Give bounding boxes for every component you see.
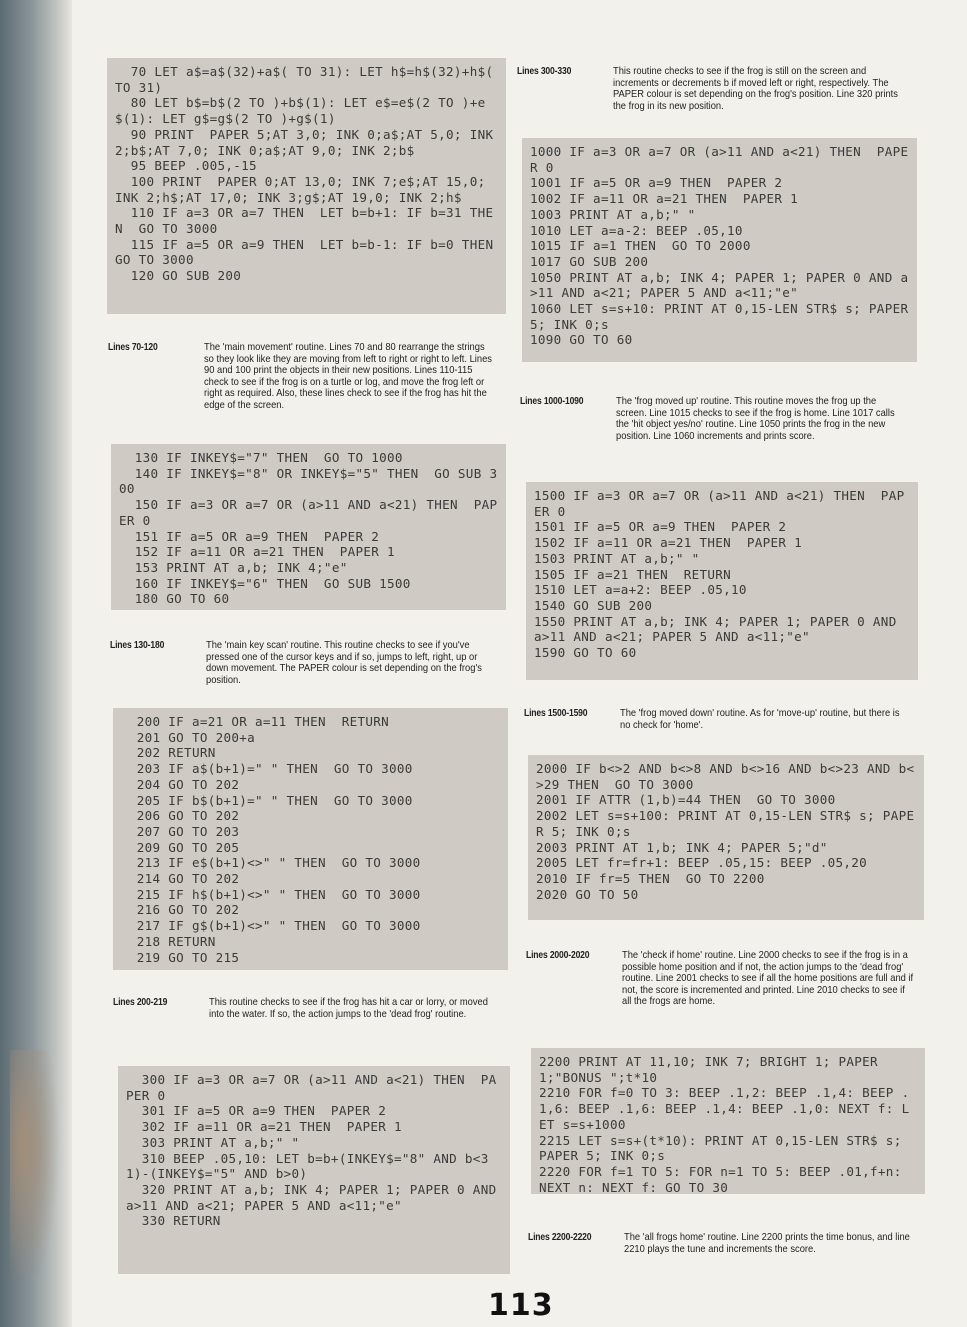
code-line: 70 LET a$=a$(32)+a$( TO 31): LET h$=h$(32)+h$( TO 31) [115, 64, 502, 95]
code-line: 153 PRINT AT a,b; INK 4;"e" [119, 559, 348, 575]
code-line: 140 IF INKEY$="8" OR INKEY$="5" THEN GO SUB 300 [119, 465, 498, 497]
annotation-line-range: Lines 2200-2220 [528, 1232, 592, 1243]
code-line: 115 IF a=5 OR a=9 THEN LET b=b-1: IF b=0 THEN GO TO 3000 [115, 236, 510, 268]
code-line: 1017 GO SUB 200 [530, 253, 649, 269]
code-line: 202 RETURN [121, 745, 216, 761]
code-line: 160 IF INKEY$="6" THEN GO SUB 1500 [119, 575, 411, 591]
code-line: 1502 IF a=11 OR a=21 THEN PAPER 1 [534, 535, 802, 551]
code-line: 152 IF a=11 OR a=21 THEN PAPER 1 [119, 544, 395, 560]
code-line: 1010 LET a=a-2: BEEP .05,10 [530, 222, 743, 238]
code-line: 302 IF a=11 OR a=21 THEN PAPER 1 [126, 1119, 402, 1135]
code-listing-300 [118, 1066, 510, 1274]
code-line: 1500 IF a=3 OR a=7 OR (a>11 AND a<21) THEN PAPER 0 [534, 488, 905, 519]
code-line: 218 RETURN [121, 933, 216, 949]
code-line: 2210 FOR f=0 TO 3: BEEP .1,2: BEEP .1,4: BEEP .1,6: BEEP .1,6: BEEP .1,4: BEEP .1,0: NEXT f: LET s=s+1000 [539, 1085, 910, 1132]
code-line: 1090 GO TO 60 [530, 332, 633, 348]
code-line: 1590 GO TO 60 [534, 645, 637, 661]
annotation-1500 [524, 708, 909, 788]
annotation-text: The 'check if home' routine. Line 2000 checks to see if the frog is in a possible home position and if not, the action jumps to the 'dead frog' routine. Line 2001 checks to see if all the home positions are full and if not, the score is incremented and printed. Line 2010 checks to see if all the frogs are home. [622, 950, 914, 1008]
code-line: 90 PRINT PAPER 5;AT 3,0; INK 0;a$;AT 5,0; INK 2;b$;AT 7,0; INK 0;a$;AT 9,0; INK 2;b$ [115, 126, 502, 158]
annotation-text: The 'frog moved down' routine. As for 'move-up' routine, but there is no check for 'home'. [620, 708, 900, 731]
code-line: 151 IF a=5 OR a=9 THEN PAPER 2 [119, 528, 380, 544]
code-listing-1500 [526, 482, 918, 680]
code-line: 1015 IF a=1 THEN GO TO 2000 [530, 238, 751, 254]
code-line: 130 IF INKEY$="7" THEN GO TO 1000 [119, 450, 403, 465]
code-line: 2001 IF ATTR (1,b)=44 THEN GO TO 3000 [536, 792, 836, 808]
code-line: 207 GO TO 203 [121, 823, 240, 839]
annotation-2200 [528, 1232, 920, 1312]
annotation-1000 [520, 396, 905, 476]
code-line: 204 GO TO 202 [121, 776, 240, 792]
code-line: 1550 PRINT AT a,b; INK 4; PAPER 1; PAPER 0 AND a>11 AND a<21; PAPER 5 AND a<11;"e" [534, 613, 905, 645]
code-line: 219 GO TO 215 [121, 949, 240, 965]
code-line: 1003 PRINT AT a,b;" " [530, 206, 696, 222]
annotation-line-range: Lines 300-330 [517, 66, 572, 77]
code-line: 80 LET b$=b$(2 TO )+b$(1): LET e$=e$(2 TO )+e$(1): LET g$=g$(2 TO )+g$(1) [115, 95, 486, 127]
annotation-text: The 'main movement' routine. Lines 70 and 80 rearrange the strings so they look like they are moving from left to right or right to left. Lines 90 and 100 print the objects in their new positions. Lines 110-115 check to see if the frog is on a turtle or log, and move the frog left or right as required. Also, these lines check to see if the frog has hit the edge of the screen. [204, 342, 492, 411]
page-edge-photo [0, 0, 72, 1327]
code-line: 2020 GO TO 50 [536, 886, 639, 902]
code-line: 206 GO TO 202 [121, 808, 240, 824]
code-line: 301 IF a=5 OR a=9 THEN PAPER 2 [126, 1103, 387, 1119]
code-line: 205 IF b$(b+1)=" " THEN GO TO 3000 [121, 792, 413, 808]
code-line: 303 PRINT AT a,b;" " [126, 1134, 300, 1150]
code-listing-2200 [531, 1048, 925, 1194]
code-line: 2220 FOR f=1 TO 5: FOR n=1 TO 5: BEEP .01,f+n: NEXT n: NEXT f: GO TO 30 [539, 1163, 910, 1195]
code-line: 150 IF a=3 OR a=7 OR (a>11 AND a<21) THEN PAPER 0 [119, 497, 498, 528]
code-line: 1000 IF a=3 OR a=7 OR (a>11 AND a<21) THEN PAPER 0 [530, 144, 909, 175]
code-line: 216 GO TO 202 [121, 902, 240, 918]
code-line: 1510 LET a=a+2: BEEP .05,10 [534, 582, 747, 598]
code-line: 320 PRINT AT a,b; INK 4; PAPER 1; PAPER 0 AND a>11 AND a<21; PAPER 5 AND a<11;"e" [126, 1181, 505, 1213]
page-number: 113 [488, 1288, 554, 1323]
code-line: 203 IF a$(b+1)=" " THEN GO TO 3000 [121, 761, 413, 777]
code-listing-1000 [522, 138, 917, 362]
annotation-line-range: Lines 70-120 [108, 342, 158, 353]
code-listing-200 [113, 708, 508, 970]
code-line: 95 BEEP .005,-15 [115, 158, 257, 174]
code-line: 209 GO TO 205 [121, 839, 240, 855]
annotation-text: The 'main key scan' routine. This routine checks to see if you've pressed one of the cursor keys and if so, jumps to left, right, up or down movement. The PAPER colour is set depending on the frog's position. [206, 640, 482, 686]
code-line: 330 RETURN [126, 1213, 221, 1229]
annotation-300 [517, 66, 902, 146]
annotation-200 [113, 997, 498, 1077]
code-line: 1002 IF a=11 OR a=21 THEN PAPER 1 [530, 191, 798, 207]
code-line: 1540 GO SUB 200 [534, 597, 653, 613]
code-line: 2003 PRINT AT 1,b; INK 4; PAPER 5;"d" [536, 839, 828, 855]
code-line: 201 GO TO 200+a [121, 729, 255, 745]
code-line: 1001 IF a=5 OR a=9 THEN PAPER 2 [530, 175, 783, 191]
code-line: 1050 PRINT AT a,b; INK 4; PAPER 1; PAPER 0 AND a>11 AND a<21; PAPER 5 AND a<11;"e" [530, 269, 909, 301]
code-line: 2000 IF b<>2 AND b<>8 AND b<>16 AND b<>23 AND b<>29 THEN GO TO 3000 [536, 761, 915, 792]
code-line: 180 GO TO 60 [119, 591, 230, 607]
code-line: 1505 IF a=21 THEN RETURN [534, 566, 732, 582]
code-line: 1060 LET s=s+10: PRINT AT 0,15-LEN STR$ s; PAPER 5; INK 0;s [530, 301, 917, 332]
code-line: 215 IF h$(b+1)<>" " THEN GO TO 3000 [121, 886, 421, 902]
code-line: 1503 PRINT AT a,b;" " [534, 550, 700, 566]
code-line: 1501 IF a=5 OR a=9 THEN PAPER 2 [534, 519, 787, 535]
annotation-line-range: Lines 2000-2020 [526, 950, 590, 961]
code-line: 2002 LET s=s+100: PRINT AT 0,15-LEN STR$ s; PAPER 5; INK 0;s [536, 808, 915, 839]
annotation-line-range: Lines 200-219 [113, 997, 168, 1008]
annotation-text: The 'all frogs home' routine. Line 2200 prints the time bonus, and line 2210 plays the tune and increments the score. [624, 1232, 910, 1255]
code-line: 120 GO SUB 200 [115, 268, 242, 284]
code-line: 2010 IF fr=5 THEN GO TO 2200 [536, 870, 765, 886]
code-line: 200 IF a=21 OR a=11 THEN RETURN [121, 714, 389, 729]
annotation-line-range: Lines 1000-1090 [520, 396, 584, 407]
annotation-text: This routine checks to see if the frog is still on the screen and increments or decrements b if moved left or right, respectively. The PAPER colour is set depending on the frog's position. Line 320 prints the frog in its new position. [613, 66, 898, 112]
code-line: 110 IF a=3 OR a=7 THEN LET b=b+1: IF b=31 THEN GO TO 3000 [115, 205, 494, 237]
annotation-text: The 'frog moved up' routine. This routine moves the frog up the screen. Line 1015 checks to see if the frog is home. Line 1017 calls the 'hit object yes/no' routine. Line 1050 prints the frog in the new position. Line 1060 increments and prints score. [616, 396, 895, 442]
annotation-line-range: Lines 130-180 [110, 640, 165, 651]
annotation-line-range: Lines 1500-1590 [524, 708, 588, 719]
annotation-2000 [526, 950, 916, 1030]
code-listing-70 [107, 58, 510, 314]
annotation-130 [110, 640, 495, 720]
code-line: 100 PRINT PAPER 0;AT 13,0; INK 7;e$;AT 15,0; INK 2;h$;AT 17,0; INK 3;g$;AT 19,0; INK 2;h$ [115, 173, 494, 205]
code-line: 300 IF a=3 OR a=7 OR (a>11 AND a<21) THEN PAPER 0 [126, 1072, 497, 1103]
code-listing-130 [111, 444, 506, 610]
code-line: 2200 PRINT AT 11,10; INK 7; BRIGHT 1; PAPER 1;"BONUS ";t*10 [539, 1054, 886, 1085]
annotation-text: This routine checks to see if the frog has hit a car or lorry, or moved into the water. If so, the action jumps to the 'dead frog' routine. [209, 997, 488, 1020]
code-line: 2005 LET fr=fr+1: BEEP .05,15: BEEP .05,20 [536, 855, 868, 871]
code-line: 213 IF e$(b+1)<>" " THEN GO TO 3000 [121, 855, 421, 871]
code-line: 310 BEEP .05,10: LET b=b+(INKEY$="8" AND b<31)-(INKEY$="5" AND b>0) [126, 1150, 489, 1182]
code-line: 217 IF g$(b+1)<>" " THEN GO TO 3000 [121, 918, 421, 934]
annotation-70 [108, 342, 493, 422]
code-line: 214 GO TO 202 [121, 871, 240, 887]
code-line: 2215 LET s=s+(t*10): PRINT AT 0,15-LEN STR$ s; PAPER 5; INK 0;s [539, 1132, 910, 1164]
